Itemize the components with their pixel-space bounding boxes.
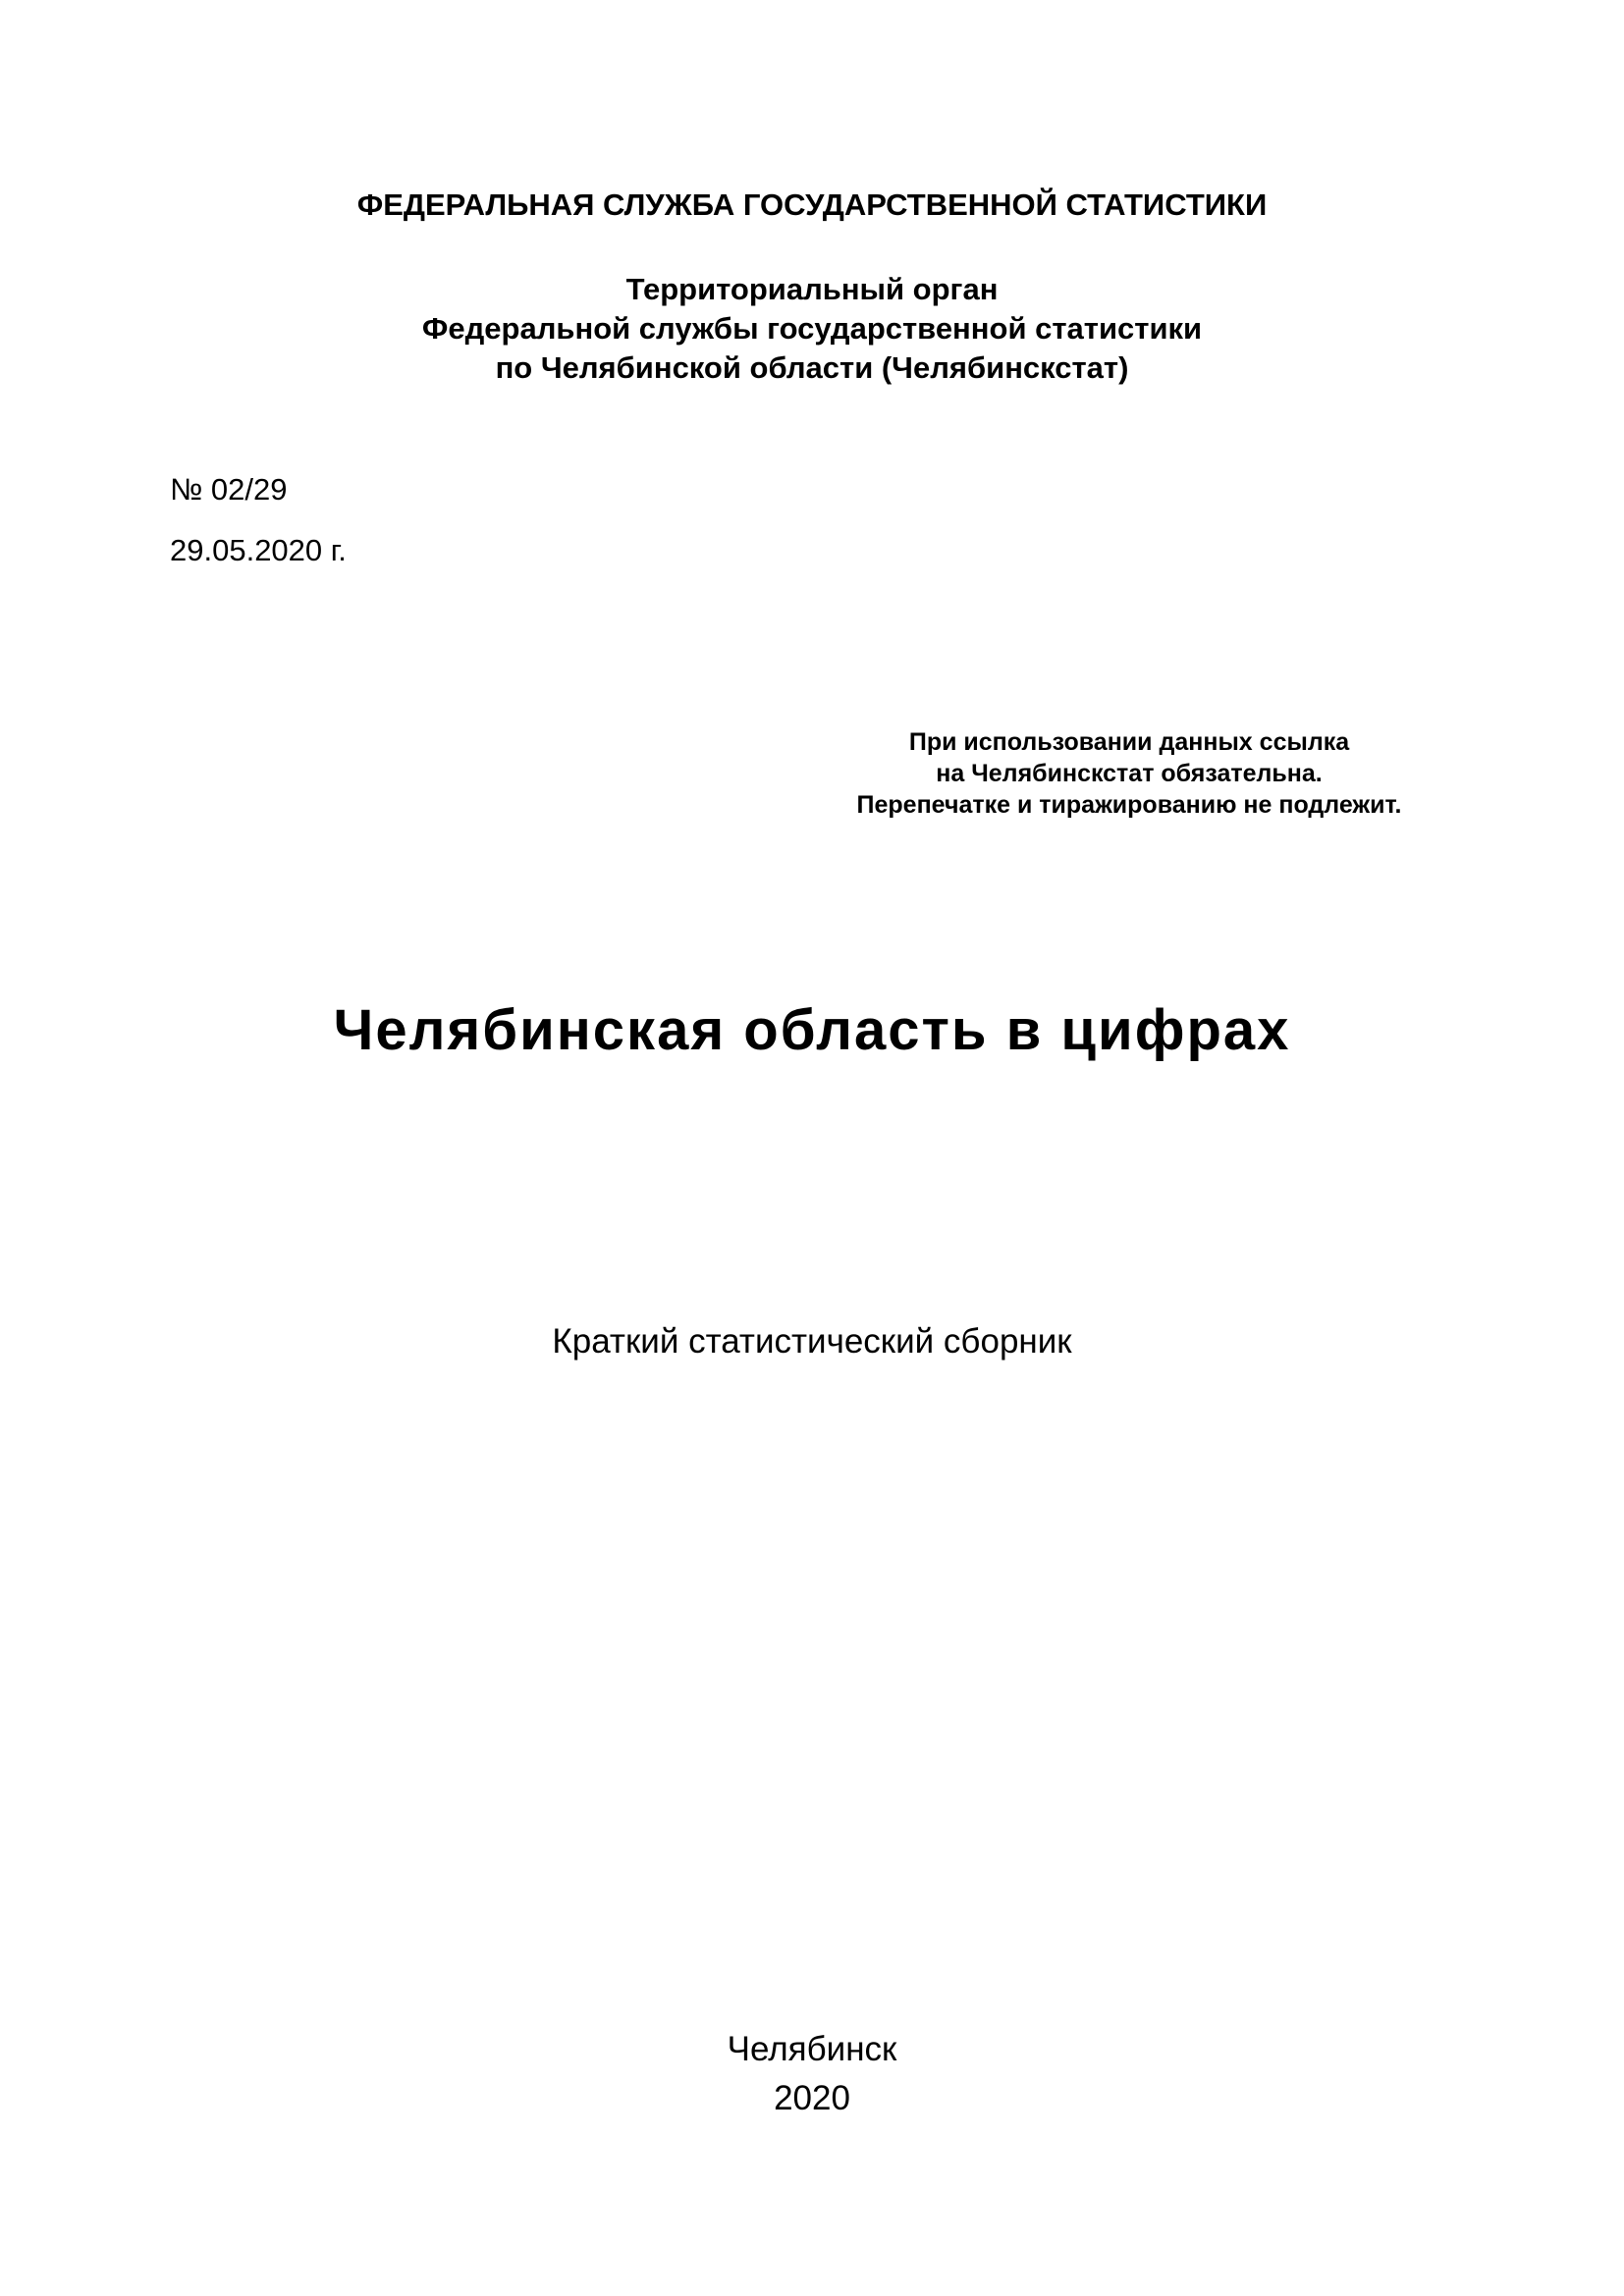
publication-year: 2020 [774, 2079, 850, 2117]
publication-city: Челябинск [727, 2030, 897, 2068]
notice-line-1: При использовании данных ссылка [908, 728, 1350, 756]
publication-subtitle: Краткий статистический сборник [552, 1322, 1072, 1361]
territorial-body [0, 270, 1624, 388]
publication-title: Челябинская область в цифрах [333, 998, 1291, 1062]
document-date: 29.05.2020 г. [170, 533, 347, 567]
territorial-line-1: Территориальный орган [625, 272, 999, 306]
territorial-line-3: по Челябинской области (Челябинскстат) [495, 350, 1129, 385]
notice-line-2: на Челябинскстат обязательна. [936, 760, 1323, 787]
notice-line-3: Перепечатке и тиражированию не подлежит. [856, 791, 1402, 819]
territorial-line-2: Федеральной службы государственной статистики [421, 311, 1203, 346]
document-number: № 02/29 [170, 472, 288, 507]
usage-notice [785, 726, 1473, 821]
agency-name: ФЕДЕРАЛЬНАЯ СЛУЖБА ГОСУДАРСТВЕННОЙ СТАТИСТИКИ [356, 187, 1268, 222]
